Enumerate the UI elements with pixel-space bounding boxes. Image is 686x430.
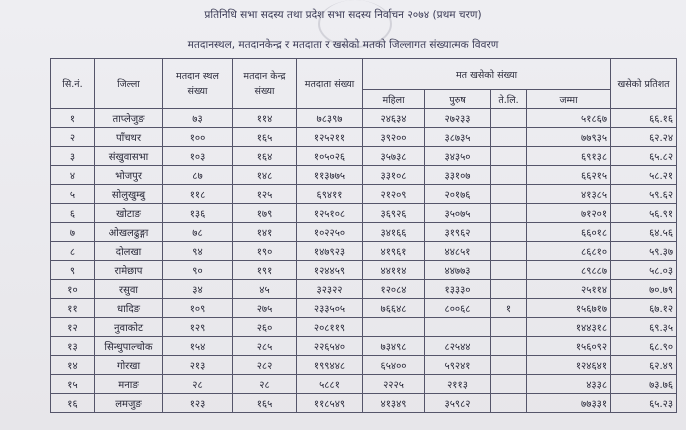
row-district: सिन्धुपाल्चोक — [95, 337, 163, 356]
row-total: १२४६४१ — [527, 356, 611, 375]
row-district: ओखलढुङ्गा — [95, 223, 163, 242]
row-percent: ७३.७६ — [611, 375, 677, 394]
row-male: ३५९८२ — [425, 394, 491, 413]
header-female: महिला — [363, 90, 425, 109]
row-female — [363, 318, 425, 337]
row-female: ४१९६१ — [363, 242, 425, 261]
row-polling-place: १०९ — [163, 299, 233, 318]
row-percent: ५६.९१ — [611, 204, 677, 223]
row-sn: १४ — [51, 356, 95, 375]
row-voters: १०२२५० — [297, 223, 363, 242]
row-polling-place: ७३ — [163, 109, 233, 128]
row-third-gender — [491, 375, 527, 394]
document-subtitle: मतदानस्थल, मतदानकेन्द्र र मतदाता र खसेको मतको जिल्लागत संख्यात्मक विवरण — [187, 39, 499, 51]
row-sn: १० — [51, 280, 95, 299]
row-total: ७७९३५ — [527, 128, 611, 147]
row-male: ८००६८ — [425, 299, 491, 318]
row-district: रसुवा — [95, 280, 163, 299]
row-male: २११३ — [425, 375, 491, 394]
row-sn: १५ — [51, 375, 95, 394]
table-row — [51, 356, 677, 375]
row-voters: ३२३२२ — [297, 280, 363, 299]
row-polling-place: १३६ — [163, 204, 233, 223]
header-polling-place: मतदान स्थल संख्या — [163, 59, 233, 109]
row-polling-center: १९० — [233, 242, 297, 261]
table-row — [51, 128, 677, 147]
row-polling-center: २६० — [233, 318, 297, 337]
row-third-gender — [491, 280, 527, 299]
row-male: ५९२४१ — [425, 356, 491, 375]
row-female: २४६३४ — [363, 109, 425, 128]
row-sn: ११ — [51, 299, 95, 318]
row-third-gender — [491, 261, 527, 280]
row-percent: ५८.२१ — [611, 166, 677, 185]
table-row — [51, 242, 677, 261]
row-polling-place: ११८ — [163, 185, 233, 204]
table-row — [51, 147, 677, 166]
row-third-gender: १ — [491, 299, 527, 318]
row-percent: ६५.२३ — [611, 394, 677, 413]
row-district: रामेछाप — [95, 261, 163, 280]
row-polling-place: ७८ — [163, 223, 233, 242]
table-row — [51, 337, 677, 356]
row-total: १५६७१७ — [527, 299, 611, 318]
row-polling-center: १९१ — [233, 261, 297, 280]
row-third-gender — [491, 356, 527, 375]
row-district: पाँचथर — [95, 128, 163, 147]
row-voters: १२५१०८ — [297, 204, 363, 223]
row-male: ३३१०७ — [425, 166, 491, 185]
row-third-gender — [491, 147, 527, 166]
row-total: १५६०९२ — [527, 337, 611, 356]
row-polling-place: २१३ — [163, 356, 233, 375]
row-total: ६६२१५ — [527, 166, 611, 185]
row-third-gender — [491, 337, 527, 356]
row-voters: ५८८१ — [297, 375, 363, 394]
row-total: १४४३१८ — [527, 318, 611, 337]
row-female: ७६६४८ — [363, 299, 425, 318]
row-percent: ६२.४९ — [611, 356, 677, 375]
table-row — [51, 204, 677, 223]
row-polling-place: ८७ — [163, 166, 233, 185]
row-voters: २०८११९ — [297, 318, 363, 337]
row-polling-place: २८ — [163, 375, 233, 394]
row-voters: २३३५०५ — [297, 299, 363, 318]
row-percent: ६६.१६ — [611, 109, 677, 128]
row-district: मनाङ — [95, 375, 163, 394]
row-polling-place: १०० — [163, 128, 233, 147]
row-polling-place: ९४ — [163, 242, 233, 261]
row-male: ३४३५० — [425, 147, 491, 166]
row-voters: १२४४५९ — [297, 261, 363, 280]
row-third-gender — [491, 204, 527, 223]
row-polling-center: १४८ — [233, 166, 297, 185]
row-percent: ६७.१२ — [611, 299, 677, 318]
row-sn: ७ — [51, 223, 95, 242]
row-polling-center: १४१ — [233, 223, 297, 242]
row-third-gender — [491, 223, 527, 242]
header-third-gender: ते.लि. — [491, 90, 527, 109]
header-voters: मतदाता संख्या — [297, 59, 363, 109]
row-total: ८९८८७ — [527, 261, 611, 280]
row-polling-center: २८ — [233, 375, 297, 394]
row-voters: १९९४४८ — [297, 356, 363, 375]
table-row — [51, 375, 677, 394]
row-total: ८६८१० — [527, 242, 611, 261]
header-district: जिल्ला — [95, 59, 163, 109]
row-sn: १६ — [51, 394, 95, 413]
row-polling-center: २७५ — [233, 299, 297, 318]
row-polling-center: २८५ — [233, 337, 297, 356]
row-sn: ५ — [51, 185, 95, 204]
table-row — [51, 261, 677, 280]
row-sn: ३ — [51, 147, 95, 166]
row-percent: ६८.९० — [611, 337, 677, 356]
row-polling-place: १५४ — [163, 337, 233, 356]
row-female: ३६९२६ — [363, 204, 425, 223]
row-sn: १ — [51, 109, 95, 128]
row-total: ७१२०१ — [527, 204, 611, 223]
row-female: ३९२०० — [363, 128, 425, 147]
row-percent: ६९.३५ — [611, 318, 677, 337]
row-male: ४४७७३ — [425, 261, 491, 280]
row-voters: १४७९२३ — [297, 242, 363, 261]
row-district: ताप्लेजुङ — [95, 109, 163, 128]
row-percent: ६४.५६ — [611, 223, 677, 242]
row-polling-center: ४५ — [233, 280, 297, 299]
row-polling-place: ३४ — [163, 280, 233, 299]
row-female: १२०८४ — [363, 280, 425, 299]
row-percent: ५८.०३ — [611, 261, 677, 280]
row-district: भोजपुर — [95, 166, 163, 185]
row-female: २१२०९ — [363, 185, 425, 204]
header-sn: सि.नं. — [51, 59, 95, 109]
row-district: खोटाङ — [95, 204, 163, 223]
row-district: नुवाकोट — [95, 318, 163, 337]
row-district: धादिङ — [95, 299, 163, 318]
row-district: गोरखा — [95, 356, 163, 375]
row-male: २०१७६ — [425, 185, 491, 204]
row-female: ३५७३८ — [363, 147, 425, 166]
row-sn: ६ — [51, 204, 95, 223]
row-polling-center: १२५ — [233, 185, 297, 204]
row-sn: ४ — [51, 166, 95, 185]
row-male: ३१९६२ — [425, 223, 491, 242]
row-voters: ११८५४९ — [297, 394, 363, 413]
row-female: ६५४०० — [363, 356, 425, 375]
row-polling-place: १२९ — [163, 318, 233, 337]
row-female: ४४११४ — [363, 261, 425, 280]
table-row — [51, 394, 677, 413]
row-male — [425, 318, 491, 337]
row-total: ७७३३१ — [527, 394, 611, 413]
row-percent: ५९.३७ — [611, 242, 677, 261]
table-row — [51, 166, 677, 185]
row-third-gender — [491, 318, 527, 337]
row-voters: १०५०२६ — [297, 147, 363, 166]
row-total: ६९१३८ — [527, 147, 611, 166]
header-male: पुरुष — [425, 90, 491, 109]
row-voters: १२५२११ — [297, 128, 363, 147]
row-polling-center: १६५ — [233, 394, 297, 413]
row-female: ४१३४९ — [363, 394, 425, 413]
row-percent: ७०.७९ — [611, 280, 677, 299]
row-voters: ६९४११ — [297, 185, 363, 204]
row-third-gender — [491, 109, 527, 128]
header-votes-cast: मत खसेको संख्या — [363, 59, 611, 90]
row-female: ७३४९८ — [363, 337, 425, 356]
header-percent: खसेको प्रतिशत — [611, 59, 677, 109]
row-district: लमजुङ — [95, 394, 163, 413]
row-polling-center: १६५ — [233, 128, 297, 147]
table-row — [51, 185, 677, 204]
row-third-gender — [491, 185, 527, 204]
header-polling-center: मतदान केन्द्र संख्या — [233, 59, 297, 109]
table-row — [51, 280, 677, 299]
row-female: २२२५ — [363, 375, 425, 394]
row-sn: १३ — [51, 337, 95, 356]
row-total: ४१३८५ — [527, 185, 611, 204]
row-voters: ११३७७५ — [297, 166, 363, 185]
row-sn: १२ — [51, 318, 95, 337]
row-male: ३५०७५ — [425, 204, 491, 223]
row-district: सोलुखुम्बु — [95, 185, 163, 204]
district-vote-table — [50, 58, 677, 413]
row-voters: २२६५४० — [297, 337, 363, 356]
row-total: २५११४ — [527, 280, 611, 299]
row-total: ४३३८ — [527, 375, 611, 394]
table-row — [51, 299, 677, 318]
row-male: ८२५४४ — [425, 337, 491, 356]
row-female: ३३१०८ — [363, 166, 425, 185]
table-row — [51, 318, 677, 337]
row-district: संखुवासभा — [95, 147, 163, 166]
row-female: ३४१६६ — [363, 223, 425, 242]
row-percent: ५९.६२ — [611, 185, 677, 204]
row-percent: ६५.८२ — [611, 147, 677, 166]
row-male: ४४८५१ — [425, 242, 491, 261]
row-polling-center: ११४ — [233, 109, 297, 128]
header-total: जम्मा — [527, 90, 611, 109]
row-total: ६६०१८ — [527, 223, 611, 242]
table-row — [51, 223, 677, 242]
row-male: २७२३३ — [425, 109, 491, 128]
row-third-gender — [491, 242, 527, 261]
document-title: प्रतिनिधि सभा सदस्य तथा प्रदेश सभा सदस्य निर्वाचन २०७४ (प्रथम चरण) — [204, 9, 482, 21]
row-polling-place: ९० — [163, 261, 233, 280]
row-third-gender — [491, 166, 527, 185]
row-polling-place: १०३ — [163, 147, 233, 166]
row-district: दोलखा — [95, 242, 163, 261]
row-male: ३८७३५ — [425, 128, 491, 147]
row-male: १३३३० — [425, 280, 491, 299]
row-polling-place: १२३ — [163, 394, 233, 413]
row-total: ५१८६७ — [527, 109, 611, 128]
row-polling-center: २८२ — [233, 356, 297, 375]
row-sn: ८ — [51, 242, 95, 261]
row-sn: ९ — [51, 261, 95, 280]
row-third-gender — [491, 394, 527, 413]
row-percent: ६२.२४ — [611, 128, 677, 147]
table-row — [51, 109, 677, 128]
row-sn: २ — [51, 128, 95, 147]
row-polling-center: १७९ — [233, 204, 297, 223]
row-third-gender — [491, 128, 527, 147]
row-voters: ७८३९७ — [297, 109, 363, 128]
row-polling-center: १६४ — [233, 147, 297, 166]
